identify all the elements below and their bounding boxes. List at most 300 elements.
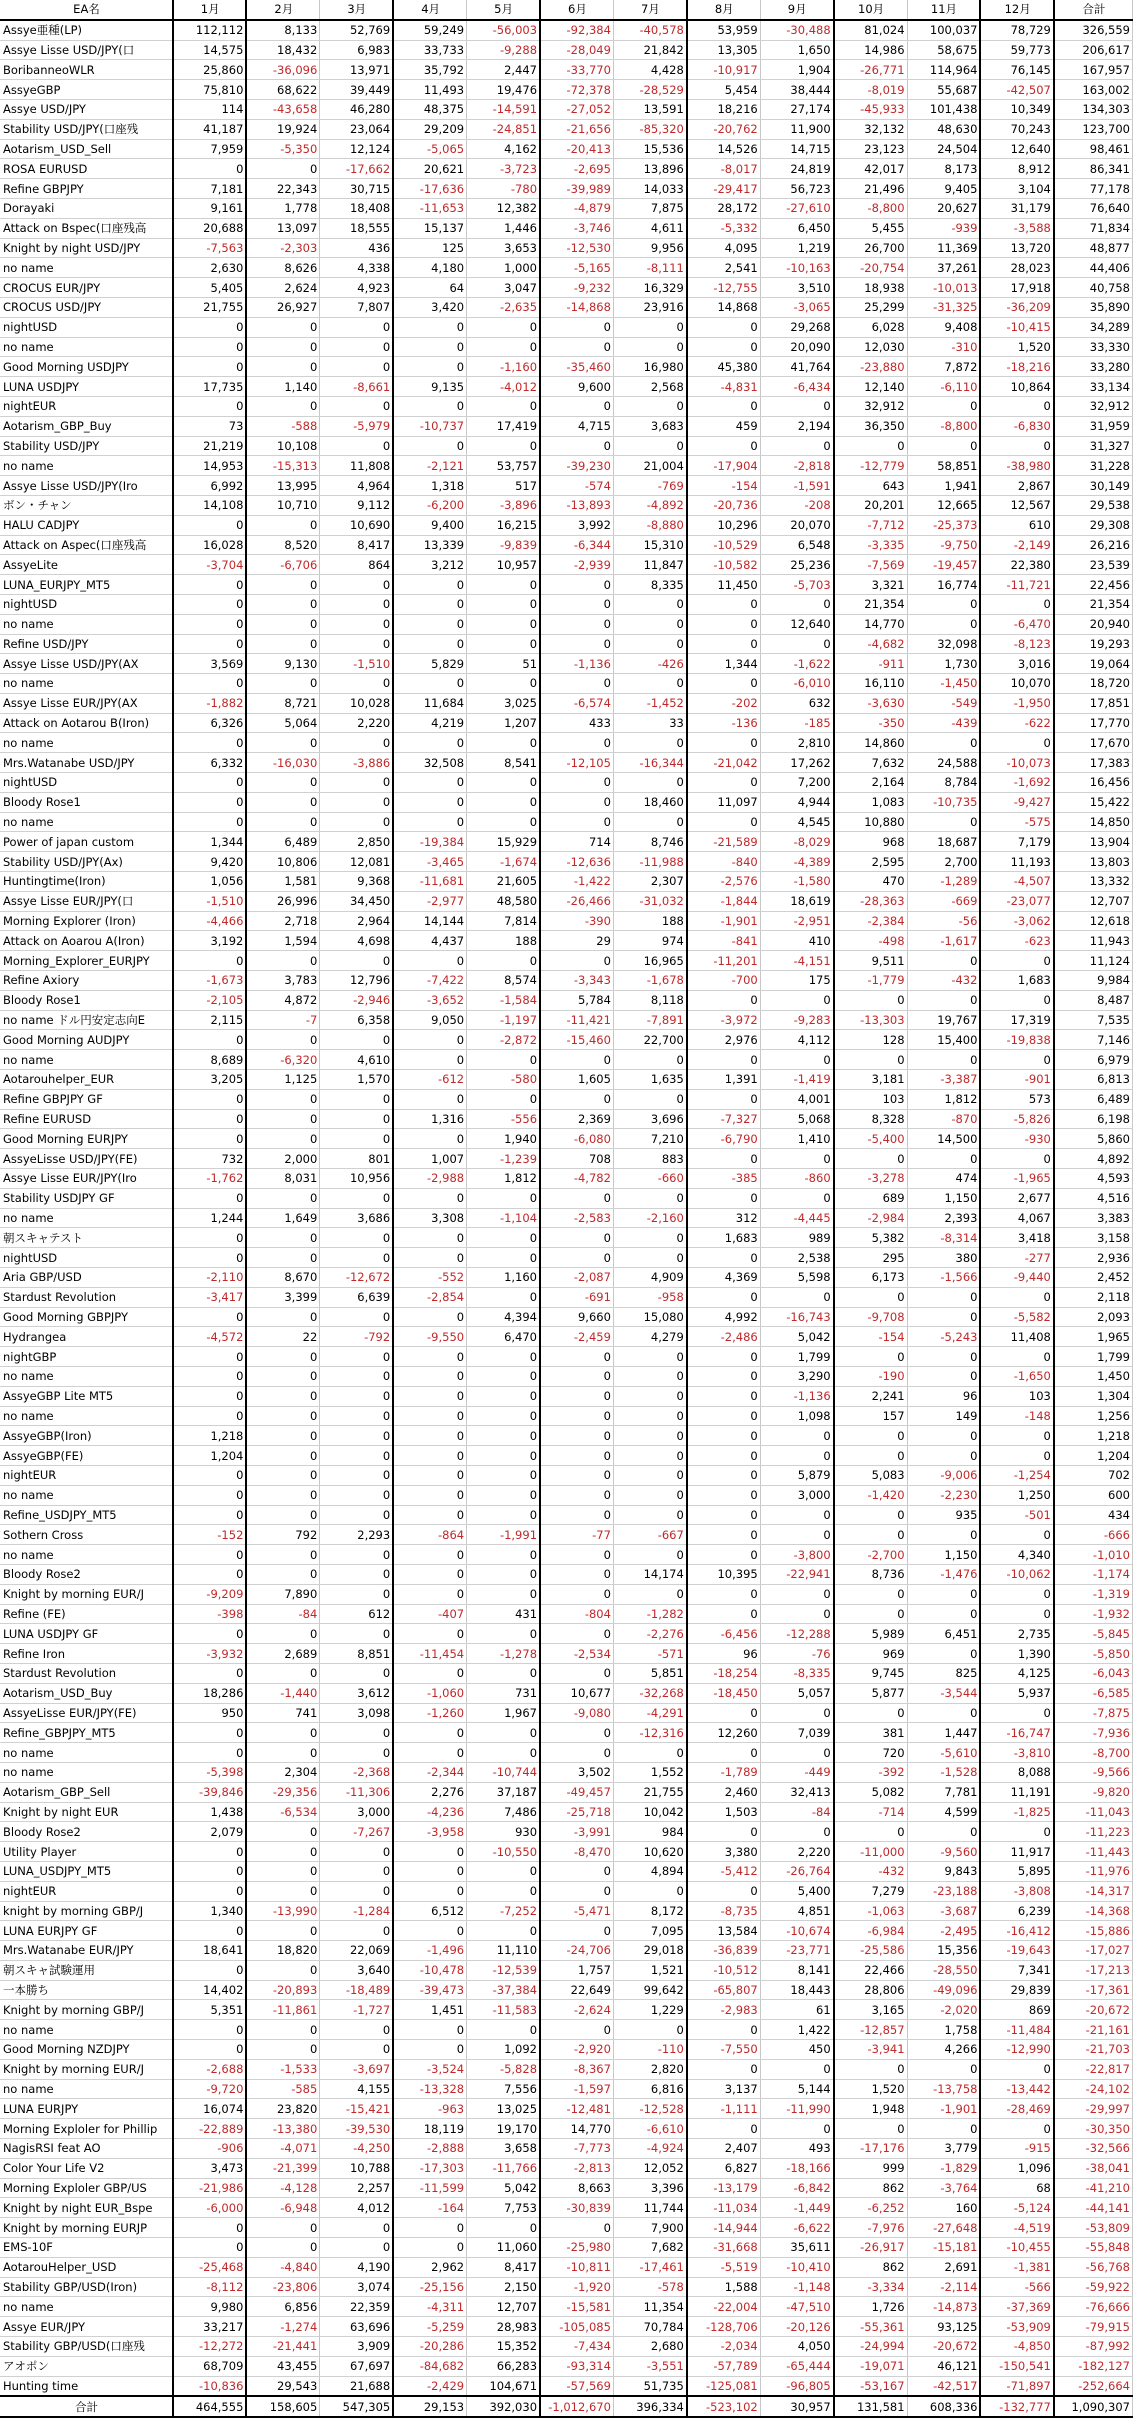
- row-total-cell: 3,383: [1054, 1208, 1133, 1228]
- ea-name-cell: Hunting time: [0, 2376, 173, 2396]
- month-value-cell: -11,306: [320, 1782, 393, 1802]
- month-value-cell: -12,316: [613, 1723, 686, 1743]
- month-value-cell: 2,677: [980, 1188, 1053, 1208]
- month-value-cell: 0: [760, 2059, 833, 2079]
- month-value-cell: 7,181: [173, 179, 246, 199]
- month-value-cell: -11,653: [393, 198, 466, 218]
- month-value-cell: 0: [246, 1663, 319, 1683]
- month-value-cell: 0: [687, 337, 760, 357]
- ea-name-cell: no name: [0, 2297, 173, 2317]
- month-value-cell: -28,469: [980, 2099, 1053, 2119]
- month-value-cell: -2,105: [173, 990, 246, 1010]
- month-value-cell: 2,164: [834, 773, 907, 793]
- month-value-cell: -3,697: [320, 2059, 393, 2079]
- month-value-cell: -13,990: [246, 1901, 319, 1921]
- month-value-cell: 610: [980, 515, 1053, 535]
- ea-name-cell: AssyeLisse USD/JPY(FE): [0, 1149, 173, 1169]
- month-value-cell: 0: [246, 2020, 319, 2040]
- row-total-cell: -11,043: [1054, 1802, 1133, 1822]
- row-total-cell: -5,850: [1054, 1644, 1133, 1664]
- month-value-cell: -6,610: [613, 2119, 686, 2139]
- month-value-cell: 0: [760, 1505, 833, 1525]
- month-value-cell: 32,098: [907, 634, 980, 654]
- month-value-cell: 28,806: [834, 1980, 907, 2000]
- month-value-cell: -23,880: [834, 357, 907, 377]
- ea-name-cell: no name: [0, 1545, 173, 1565]
- month-value-cell: 15,400: [907, 1030, 980, 1050]
- month-value-cell: 9,980: [173, 2297, 246, 2317]
- table-row: [0, 1505, 1133, 1525]
- month-value-cell: 17,918: [980, 278, 1053, 298]
- month-value-cell: -1,950: [980, 693, 1053, 713]
- total-label: 合計: [0, 2396, 173, 2417]
- month-value-cell: 19,767: [907, 1010, 980, 1030]
- month-value-cell: -8,661: [320, 377, 393, 397]
- table-row: [0, 1287, 1133, 1307]
- month-value-cell: -2,854: [393, 1287, 466, 1307]
- month-value-cell: 10,806: [246, 852, 319, 872]
- month-value-cell: 2,867: [980, 476, 1053, 496]
- month-value-cell: 13,584: [687, 1921, 760, 1941]
- month-value-cell: -148: [980, 1406, 1053, 1426]
- month-value-cell: 0: [320, 594, 393, 614]
- month-value-cell: 0: [907, 990, 980, 1010]
- month-value-cell: -2,534: [540, 1644, 613, 1664]
- month-value-cell: 1,219: [760, 238, 833, 258]
- month-value-cell: 0: [246, 1505, 319, 1525]
- month-value-cell: 32,508: [393, 753, 466, 773]
- month-value-cell: -17,904: [687, 456, 760, 476]
- row-total-cell: 32,912: [1054, 396, 1133, 416]
- month-value-cell: 0: [393, 1663, 466, 1683]
- month-value-cell: 0: [320, 396, 393, 416]
- ea-name-cell: no name: [0, 1485, 173, 1505]
- month-value-cell: -3,704: [173, 555, 246, 575]
- month-value-cell: 0: [173, 2218, 246, 2238]
- month-value-cell: -2,983: [687, 2000, 760, 2020]
- month-value-cell: -17,176: [834, 2139, 907, 2159]
- row-total-cell: -8,700: [1054, 1743, 1133, 1763]
- ea-name-cell: Assye Lisse EUR/JPY(Iro: [0, 1169, 173, 1189]
- month-value-cell: 935: [907, 1505, 980, 1525]
- header-ea-name: EA名: [0, 0, 173, 20]
- month-value-cell: -2,700: [834, 1545, 907, 1565]
- month-value-cell: 9,600: [540, 377, 613, 397]
- ea-name-cell: Morning Exploler GBP/US: [0, 2178, 173, 2198]
- row-total-cell: -15,886: [1054, 1921, 1133, 1941]
- month-value-cell: 0: [173, 1505, 246, 1525]
- month-value-cell: 4,125: [980, 1663, 1053, 1683]
- month-value-cell: 5,042: [467, 2178, 540, 2198]
- month-value-cell: -128,706: [687, 2317, 760, 2337]
- table-row: [0, 1129, 1133, 1149]
- month-value-cell: 2,393: [907, 1208, 980, 1228]
- month-value-cell: 0: [393, 792, 466, 812]
- month-value-cell: -12,528: [613, 2099, 686, 2119]
- ea-name-cell: ROSA EURUSD: [0, 159, 173, 179]
- month-value-cell: -19,384: [393, 832, 466, 852]
- month-value-cell: -1,825: [980, 1802, 1053, 1822]
- month-value-cell: 0: [173, 1030, 246, 1050]
- row-total-cell: -9,566: [1054, 1762, 1133, 1782]
- month-value-cell: -19,838: [980, 1030, 1053, 1050]
- month-value-cell: 20,627: [907, 198, 980, 218]
- month-value-cell: 0: [320, 1842, 393, 1862]
- row-total-cell: 6,489: [1054, 1089, 1133, 1109]
- table-row: [0, 535, 1133, 555]
- table-row: [0, 99, 1133, 119]
- month-value-cell: -2,087: [540, 1268, 613, 1288]
- month-value-cell: 10,070: [980, 674, 1053, 694]
- month-value-cell: 6,856: [246, 2297, 319, 2317]
- month-value-cell: -2,121: [393, 456, 466, 476]
- month-value-cell: 3,321: [834, 575, 907, 595]
- table-row: [0, 258, 1133, 278]
- month-value-cell: 0: [173, 317, 246, 337]
- month-value-cell: 801: [320, 1149, 393, 1169]
- month-value-cell: 14,500: [907, 1129, 980, 1149]
- row-total-cell: -17,213: [1054, 1960, 1133, 1980]
- month-value-cell: 0: [540, 2218, 613, 2238]
- month-value-cell: 37,187: [467, 1782, 540, 1802]
- month-value-cell: -53,167: [834, 2376, 907, 2396]
- month-value-cell: 0: [540, 1545, 613, 1565]
- month-value-cell: 39,449: [320, 80, 393, 100]
- month-value-cell: 7,341: [980, 1960, 1053, 1980]
- header-row: [0, 0, 1133, 20]
- month-value-cell: 3,025: [467, 693, 540, 713]
- month-value-cell: 21,605: [467, 872, 540, 892]
- month-value-cell: 0: [246, 1960, 319, 1980]
- month-value-cell: -6,110: [907, 377, 980, 397]
- month-value-cell: 70,784: [613, 2317, 686, 2337]
- row-total-cell: -17,361: [1054, 1980, 1133, 2000]
- month-value-cell: -1,381: [980, 2257, 1053, 2277]
- month-value-cell: -8,800: [834, 198, 907, 218]
- month-value-cell: 0: [320, 1228, 393, 1248]
- month-value-cell: -11,034: [687, 2198, 760, 2218]
- month-value-cell: -16,030: [246, 753, 319, 773]
- row-total-cell: 33,330: [1054, 337, 1133, 357]
- month-value-cell: 1,649: [246, 1208, 319, 1228]
- month-value-cell: -1,111: [687, 2099, 760, 2119]
- row-total-cell: -44,141: [1054, 2198, 1133, 2218]
- month-value-cell: 1,594: [246, 931, 319, 951]
- month-value-cell: -939: [907, 218, 980, 238]
- month-value-cell: -575: [980, 812, 1053, 832]
- month-value-cell: -1,060: [393, 1683, 466, 1703]
- month-value-cell: -6,622: [760, 2218, 833, 2238]
- row-total-cell: 15,422: [1054, 792, 1133, 812]
- month-value-cell: -21,042: [687, 753, 760, 773]
- month-value-cell: 41,764: [760, 357, 833, 377]
- month-value-cell: 0: [320, 1386, 393, 1406]
- ea-name-cell: LUNA_EURJPY_MT5: [0, 575, 173, 595]
- ea-name-cell: アオポン: [0, 2356, 173, 2376]
- month-value-cell: 1,340: [173, 1901, 246, 1921]
- month-value-cell: 14,174: [613, 1564, 686, 1584]
- month-value-cell: 7,807: [320, 297, 393, 317]
- month-value-cell: 0: [540, 1446, 613, 1466]
- month-value-cell: -1,440: [246, 1683, 319, 1703]
- month-value-cell: 63,696: [320, 2317, 393, 2337]
- month-value-cell: 38,444: [760, 80, 833, 100]
- month-value-cell: 3,696: [613, 1109, 686, 1129]
- month-value-cell: 0: [173, 1960, 246, 1980]
- table-row: [0, 2297, 1133, 2317]
- month-value-cell: 0: [907, 812, 980, 832]
- month-value-cell: 157: [834, 1406, 907, 1426]
- month-value-cell: -9,288: [467, 40, 540, 60]
- month-value-cell: 1,244: [173, 1208, 246, 1228]
- month-value-cell: 8,417: [320, 535, 393, 555]
- month-value-cell: -21,589: [687, 832, 760, 852]
- month-value-cell: -1,452: [613, 693, 686, 713]
- month-value-cell: 1,438: [173, 1802, 246, 1822]
- month-value-cell: -2,813: [540, 2158, 613, 2178]
- month-value-cell: 0: [980, 951, 1053, 971]
- row-total-cell: 19,293: [1054, 634, 1133, 654]
- month-value-cell: -860: [760, 1169, 833, 1189]
- month-value-cell: 93,125: [907, 2317, 980, 2337]
- month-value-cell: 14,575: [173, 40, 246, 60]
- month-value-cell: -24,706: [540, 1941, 613, 1961]
- table-row: [0, 1624, 1133, 1644]
- month-value-cell: -20,286: [393, 2337, 466, 2357]
- month-value-cell: 0: [393, 1366, 466, 1386]
- month-value-cell: -22,941: [760, 1564, 833, 1584]
- month-value-cell: 0: [613, 1485, 686, 1505]
- row-total-cell: -182,127: [1054, 2356, 1133, 2376]
- row-total-cell: 22,456: [1054, 575, 1133, 595]
- month-value-cell: 0: [173, 575, 246, 595]
- month-value-cell: -7,267: [320, 1822, 393, 1842]
- month-value-cell: -22,004: [687, 2297, 760, 2317]
- month-value-cell: -11,681: [393, 872, 466, 892]
- month-value-cell: 493: [760, 2139, 833, 2159]
- month-value-cell: 7,179: [980, 832, 1053, 852]
- month-value-cell: 612: [320, 1604, 393, 1624]
- table-row: [0, 693, 1133, 713]
- table-row: [0, 476, 1133, 496]
- month-value-cell: 6,239: [980, 1901, 1053, 1921]
- month-value-cell: 0: [687, 1703, 760, 1723]
- month-value-cell: -390: [540, 911, 613, 931]
- month-value-cell: -10,735: [907, 792, 980, 812]
- table-row: [0, 179, 1133, 199]
- row-total-cell: -6,585: [1054, 1683, 1133, 1703]
- month-value-cell: -71,897: [980, 2376, 1053, 2396]
- month-value-cell: 0: [613, 2020, 686, 2040]
- table-row: [0, 1327, 1133, 1347]
- row-total-cell: -9,820: [1054, 1782, 1133, 1802]
- month-value-cell: -2,368: [320, 1762, 393, 1782]
- month-value-cell: 0: [687, 1050, 760, 1070]
- month-value-cell: 0: [687, 396, 760, 416]
- month-value-cell: 0: [687, 317, 760, 337]
- row-total-cell: 26,216: [1054, 535, 1133, 555]
- month-value-cell: 8,721: [246, 693, 319, 713]
- month-value-cell: -125,081: [687, 2376, 760, 2396]
- month-value-cell: 0: [907, 1446, 980, 1466]
- month-value-cell: 17,735: [173, 377, 246, 397]
- month-value-cell: -5,065: [393, 139, 466, 159]
- row-total-cell: -21,703: [1054, 2040, 1133, 2060]
- month-value-cell: 0: [613, 1545, 686, 1565]
- month-value-cell: -4,519: [980, 2218, 1053, 2238]
- ea-name-cell: AssyeGBP: [0, 80, 173, 100]
- month-value-cell: 0: [173, 1624, 246, 1644]
- table-row: [0, 119, 1133, 139]
- ea-name-cell: BoribanneoWLR: [0, 60, 173, 80]
- header-month: 9月: [760, 0, 833, 20]
- month-value-cell: 3,137: [687, 2079, 760, 2099]
- month-value-cell: -36,096: [246, 60, 319, 80]
- month-value-cell: 0: [246, 1386, 319, 1406]
- month-value-cell: 51: [467, 654, 540, 674]
- month-value-cell: 0: [980, 1446, 1053, 1466]
- month-value-cell: 0: [173, 2020, 246, 2040]
- row-total-cell: 19,064: [1054, 654, 1133, 674]
- row-total-cell: 4,892: [1054, 1149, 1133, 1169]
- month-value-cell: -574: [540, 476, 613, 496]
- ea-name-cell: no name: [0, 1366, 173, 1386]
- month-value-cell: 0: [540, 436, 613, 456]
- month-value-cell: 0: [760, 1822, 833, 1842]
- month-value-cell: 7,781: [907, 1782, 980, 1802]
- month-value-cell: 0: [393, 1188, 466, 1208]
- month-total-cell: 158,605: [246, 2396, 319, 2417]
- month-value-cell: 0: [246, 1861, 319, 1881]
- ea-name-cell: Assye USD/JPY: [0, 99, 173, 119]
- month-value-cell: -2,429: [393, 2376, 466, 2396]
- month-value-cell: 30,715: [320, 179, 393, 199]
- row-total-cell: 3,158: [1054, 1228, 1133, 1248]
- month-value-cell: 0: [834, 990, 907, 1010]
- month-value-cell: 15,352: [467, 2337, 540, 2357]
- ea-name-cell: no name: [0, 2079, 173, 2099]
- month-value-cell: -13,303: [834, 1010, 907, 1030]
- month-value-cell: 7,900: [613, 2218, 686, 2238]
- month-value-cell: -1,678: [613, 971, 686, 991]
- month-value-cell: -14,591: [467, 99, 540, 119]
- month-value-cell: 35,611: [760, 2238, 833, 2258]
- month-value-cell: -27,052: [540, 99, 613, 119]
- month-value-cell: -36,209: [980, 297, 1053, 317]
- row-total-cell: 13,904: [1054, 832, 1133, 852]
- row-total-cell: 702: [1054, 1465, 1133, 1485]
- month-value-cell: 0: [687, 1584, 760, 1604]
- month-value-cell: 32,132: [834, 119, 907, 139]
- ea-name-cell: Assye亜種(LP): [0, 20, 173, 40]
- month-value-cell: -1,622: [760, 654, 833, 674]
- month-value-cell: 1,000: [467, 258, 540, 278]
- month-value-cell: -7,712: [834, 515, 907, 535]
- ea-name-cell: Color Your Life V2: [0, 2158, 173, 2178]
- month-value-cell: -15,460: [540, 1030, 613, 1050]
- header-total: 合計: [1054, 0, 1133, 20]
- month-value-cell: -18,216: [980, 357, 1053, 377]
- month-value-cell: 0: [540, 1663, 613, 1683]
- month-value-cell: -3,544: [907, 1683, 980, 1703]
- table-row: [0, 2020, 1133, 2040]
- table-row: [0, 1861, 1133, 1881]
- table-row: [0, 2356, 1133, 2376]
- month-value-cell: -12,105: [540, 753, 613, 773]
- row-total-cell: 31,959: [1054, 416, 1133, 436]
- table-row: [0, 1149, 1133, 1169]
- row-total-cell: -22,817: [1054, 2059, 1133, 2079]
- month-value-cell: 0: [760, 1188, 833, 1208]
- month-value-cell: 37,261: [907, 258, 980, 278]
- month-value-cell: 1,410: [760, 1129, 833, 1149]
- month-value-cell: 8,736: [834, 1564, 907, 1584]
- month-value-cell: 6,548: [760, 535, 833, 555]
- month-value-cell: 16,028: [173, 535, 246, 555]
- month-total-cell: -1,012,670: [540, 2396, 613, 2417]
- month-value-cell: -26,764: [760, 1861, 833, 1881]
- month-value-cell: 76,145: [980, 60, 1053, 80]
- month-value-cell: 0: [540, 2020, 613, 2040]
- table-row: [0, 20, 1133, 40]
- month-value-cell: -1,965: [980, 1169, 1053, 1189]
- month-value-cell: 714: [540, 832, 613, 852]
- ea-name-cell: Stability USDJPY GF: [0, 1188, 173, 1208]
- month-value-cell: 23,820: [246, 2099, 319, 2119]
- month-value-cell: 0: [540, 634, 613, 654]
- row-total-cell: -53,809: [1054, 2218, 1133, 2238]
- month-value-cell: 12,260: [687, 1723, 760, 1743]
- month-value-cell: 4,715: [540, 416, 613, 436]
- month-value-cell: -9,006: [907, 1465, 980, 1485]
- month-value-cell: 0: [613, 1188, 686, 1208]
- month-value-cell: 0: [467, 1248, 540, 1268]
- month-value-cell: 5,877: [834, 1683, 907, 1703]
- month-value-cell: 26,996: [246, 891, 319, 911]
- month-value-cell: 0: [907, 1822, 980, 1842]
- ea-name-cell: knight by morning GBP/J: [0, 1901, 173, 1921]
- month-value-cell: -84: [760, 1802, 833, 1822]
- month-value-cell: 20,621: [393, 159, 466, 179]
- month-value-cell: -1,528: [907, 1762, 980, 1782]
- month-value-cell: 1,098: [760, 1406, 833, 1426]
- month-value-cell: 0: [907, 1366, 980, 1386]
- table-row: [0, 1169, 1133, 1189]
- month-value-cell: 0: [540, 1228, 613, 1248]
- month-value-cell: 0: [980, 1822, 1053, 1842]
- month-value-cell: 16,774: [907, 575, 980, 595]
- month-value-cell: -14,944: [687, 2218, 760, 2238]
- month-value-cell: 14,033: [613, 179, 686, 199]
- row-total-cell: 434: [1054, 1505, 1133, 1525]
- month-value-cell: 0: [393, 1545, 466, 1565]
- month-value-cell: 0: [980, 733, 1053, 753]
- table-row: [0, 2158, 1133, 2178]
- month-value-cell: 10,108: [246, 436, 319, 456]
- month-value-cell: -1,789: [687, 1762, 760, 1782]
- month-value-cell: 517: [467, 476, 540, 496]
- month-value-cell: -10,478: [393, 1960, 466, 1980]
- month-value-cell: 0: [613, 1881, 686, 1901]
- month-value-cell: -667: [613, 1525, 686, 1545]
- month-total-cell: 131,581: [834, 2396, 907, 2417]
- table-row: [0, 1782, 1133, 1802]
- month-value-cell: -3,687: [907, 1901, 980, 1921]
- month-value-cell: 0: [320, 2238, 393, 2258]
- month-value-cell: 0: [467, 674, 540, 694]
- month-value-cell: 0: [173, 1485, 246, 1505]
- month-value-cell: -16,743: [760, 1307, 833, 1327]
